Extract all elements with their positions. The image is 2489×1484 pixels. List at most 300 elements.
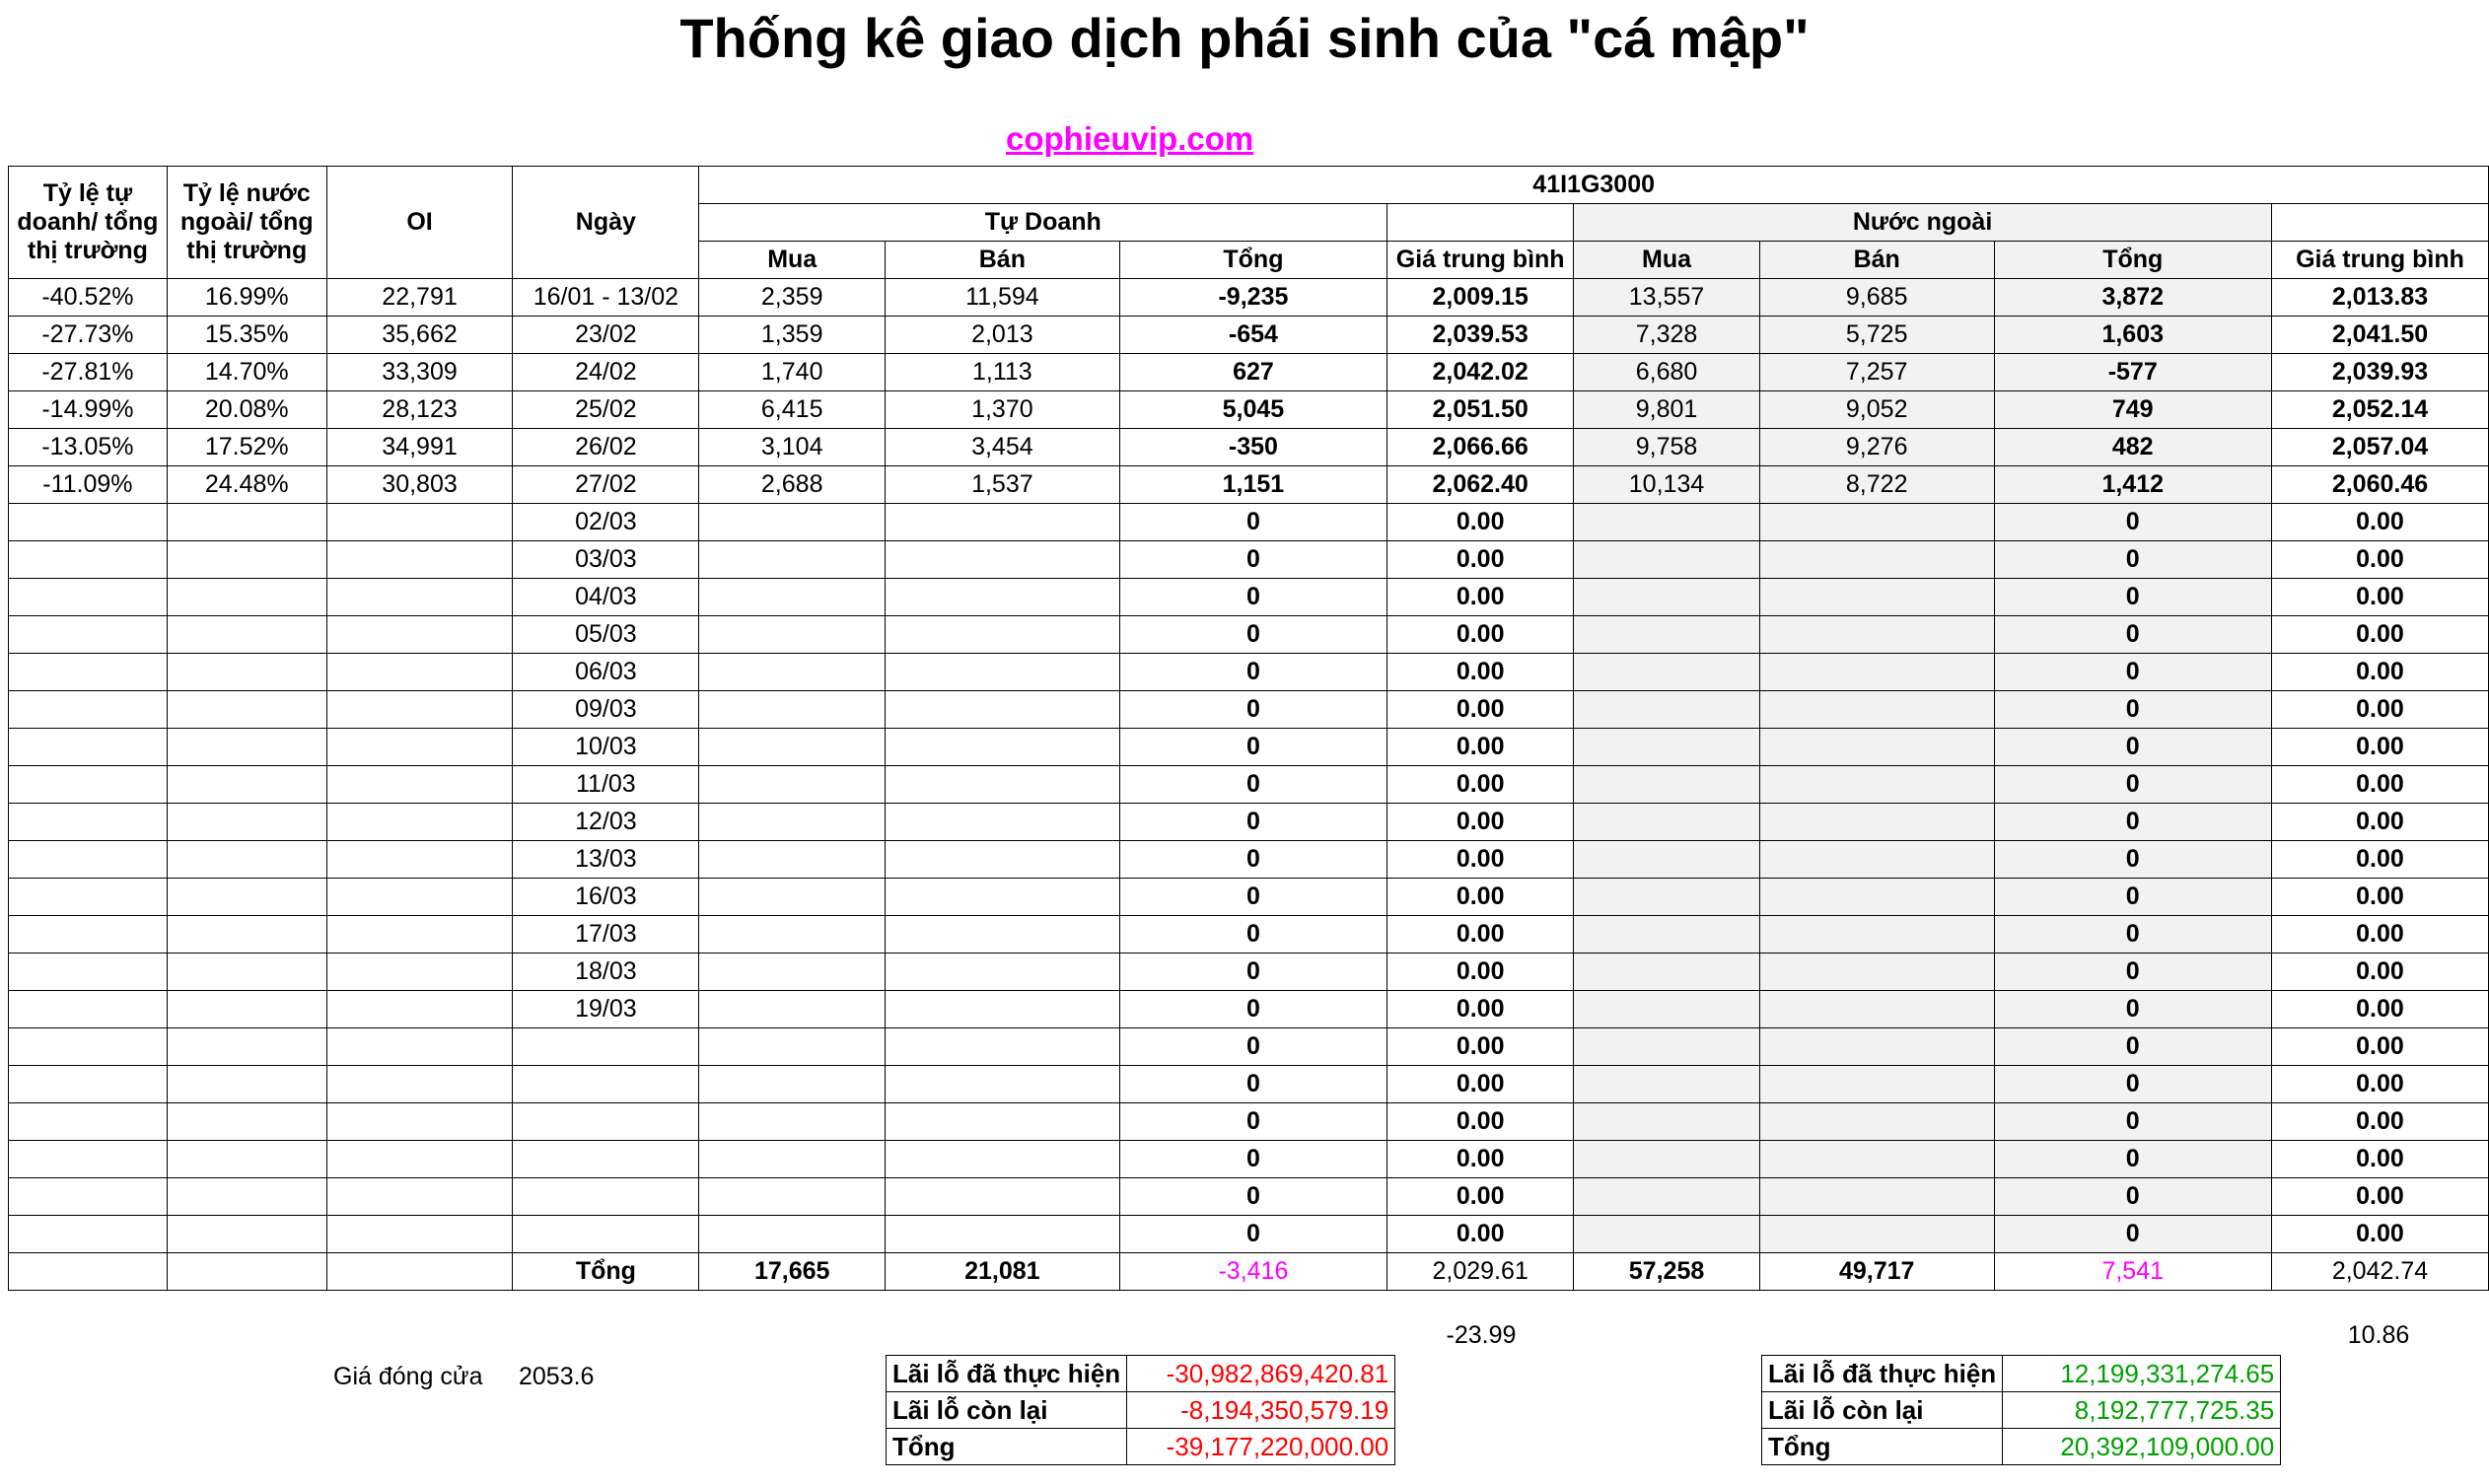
total-row	[9, 1253, 2489, 1291]
prop-total-cell: 0	[1119, 1178, 1387, 1216]
foreign-avg-price-cell: 0.00	[2271, 616, 2488, 654]
pl-value: -39,177,220,000.00	[1127, 1429, 1395, 1465]
header-total: Tổng	[1119, 242, 1387, 279]
closing-price-value: 2053.6	[519, 1363, 595, 1390]
pl-row	[1762, 1392, 2281, 1429]
foreign-sell-cell	[1759, 841, 1994, 879]
foreign-avg-price-cell: 0.00	[2271, 841, 2488, 879]
header-oi: OI	[326, 167, 513, 279]
prop-avg-price-cell: 2,039.53	[1387, 317, 1574, 354]
ratio-foreign-cell	[167, 1141, 326, 1178]
foreign-sell-cell	[1759, 1066, 1994, 1103]
ratio-foreign-cell: 15.35%	[167, 317, 326, 354]
prop-avg-price-cell: 2,062.40	[1387, 466, 1574, 504]
prop-sell-cell: 1,370	[886, 391, 1120, 429]
foreign-buy-cell: 7,328	[1574, 317, 1760, 354]
pl-row	[1762, 1429, 2281, 1465]
foreign-sell-cell	[1759, 1178, 1994, 1216]
foreign-sell-cell	[1759, 954, 1994, 991]
prop-sell-cell	[886, 804, 1120, 841]
prop-avg-price-cell: 0.00	[1387, 1028, 1574, 1066]
prop-sell-cell: 11,594	[886, 279, 1120, 317]
foreign-total-cell: 0	[1994, 654, 2271, 691]
ratio-proprietary-cell: -14.99%	[9, 391, 168, 429]
ratio-proprietary-cell	[9, 1028, 168, 1066]
prop-avg-price-cell: 2,009.15	[1387, 279, 1574, 317]
derivatives-table	[8, 166, 2489, 1291]
foreign-buy-cell: 9,801	[1574, 391, 1760, 429]
date-cell	[513, 1066, 699, 1103]
prop-sell-cell	[886, 916, 1120, 954]
ratio-foreign-cell: 14.70%	[167, 354, 326, 391]
date-cell: 23/02	[513, 317, 699, 354]
prop-buy-cell	[699, 579, 886, 616]
foreign-buy-cell	[1574, 766, 1760, 804]
prop-total-cell: 0	[1119, 654, 1387, 691]
pl-label: Lãi lỗ đã thực hiện	[887, 1356, 1127, 1392]
foreign-avg-price-cell: 0.00	[2271, 804, 2488, 841]
foreign-total-cell: 0	[1994, 804, 2271, 841]
total-blank	[9, 1253, 168, 1291]
foreign-avg-price-cell: 0.00	[2271, 729, 2488, 766]
pl-label: Lãi lỗ đã thực hiện	[1762, 1356, 2003, 1392]
foreign-avg-price-cell: 0.00	[2271, 1028, 2488, 1066]
foreign-total-cell: 0	[1994, 841, 2271, 879]
total-foreign-buy: 57,258	[1574, 1253, 1760, 1291]
ratio-foreign-cell	[167, 879, 326, 916]
foreign-total-cell: 0	[1994, 1141, 2271, 1178]
ratio-foreign-cell	[167, 654, 326, 691]
oi-cell	[326, 841, 513, 879]
foreign-total-cell: -577	[1994, 354, 2271, 391]
prop-avg-price-cell: 0.00	[1387, 954, 1574, 991]
prop-buy-cell: 2,688	[699, 466, 886, 504]
oi-cell	[326, 1066, 513, 1103]
pl-label: Tổng	[887, 1429, 1127, 1465]
foreign-total-cell: 0	[1994, 729, 2271, 766]
prop-total-cell: 0	[1119, 1141, 1387, 1178]
foreign-sell-cell	[1759, 1216, 1994, 1253]
date-cell: 17/03	[513, 916, 699, 954]
ratio-proprietary-cell	[9, 541, 168, 579]
prop-avg-price-cell: 0.00	[1387, 841, 1574, 879]
ratio-foreign-cell	[167, 691, 326, 729]
oi-cell: 35,662	[326, 317, 513, 354]
foreign-avg-price-cell: 0.00	[2271, 691, 2488, 729]
date-cell: 12/03	[513, 804, 699, 841]
ratio-proprietary-cell	[9, 691, 168, 729]
prop-avg-price-cell: 0.00	[1387, 541, 1574, 579]
prop-avg-price-cell: 0.00	[1387, 1103, 1574, 1141]
date-cell: 24/02	[513, 354, 699, 391]
total-blank	[167, 1253, 326, 1291]
prop-sell-cell	[886, 879, 1120, 916]
prop-buy-cell	[699, 1216, 886, 1253]
ratio-proprietary-cell: -13.05%	[9, 429, 168, 466]
prop-total-cell: 0	[1119, 1216, 1387, 1253]
prop-buy-cell	[699, 916, 886, 954]
ratio-proprietary-cell	[9, 804, 168, 841]
table-row	[9, 504, 2489, 541]
ratio-foreign-cell: 20.08%	[167, 391, 326, 429]
prop-sell-cell	[886, 1178, 1120, 1216]
prop-total-cell: 0	[1119, 541, 1387, 579]
prop-buy-cell: 3,104	[699, 429, 886, 466]
header-contract: 41I1G3000	[699, 167, 2489, 204]
foreign-avg-price-cell: 2,060.46	[2271, 466, 2488, 504]
date-cell: 19/03	[513, 991, 699, 1028]
prop-total-cell: -350	[1119, 429, 1387, 466]
foreign-avg-price-cell: 0.00	[2271, 991, 2488, 1028]
prop-sell-cell	[886, 766, 1120, 804]
ratio-foreign-cell: 17.52%	[167, 429, 326, 466]
prop-total-cell: 0	[1119, 991, 1387, 1028]
foreign-sell-cell	[1759, 654, 1994, 691]
pl-proprietary-table	[886, 1355, 1395, 1465]
header-date: Ngày	[513, 167, 699, 279]
prop-total-cell: 0	[1119, 841, 1387, 879]
header-ratio-foreign: Tỷ lệ nước ngoài/ tổng thị trường	[167, 167, 326, 279]
oi-cell	[326, 916, 513, 954]
prop-avg-price-cell: 0.00	[1387, 729, 1574, 766]
table-row	[9, 691, 2489, 729]
foreign-avg-price-cell: 0.00	[2271, 504, 2488, 541]
foreign-sell-cell	[1759, 541, 1994, 579]
date-cell: 03/03	[513, 541, 699, 579]
oi-cell: 34,991	[326, 429, 513, 466]
date-cell: 26/02	[513, 429, 699, 466]
prop-total-cell: 0	[1119, 691, 1387, 729]
table-row	[9, 954, 2489, 991]
prop-buy-cell	[699, 1178, 886, 1216]
prop-sell-cell	[886, 729, 1120, 766]
oi-cell	[326, 1028, 513, 1066]
oi-cell	[326, 804, 513, 841]
ratio-foreign-cell	[167, 841, 326, 879]
closing-price-label: Giá đóng cửa	[333, 1363, 483, 1390]
table-row	[9, 766, 2489, 804]
oi-cell	[326, 991, 513, 1028]
date-cell	[513, 1178, 699, 1216]
foreign-avg-price-cell: 0.00	[2271, 541, 2488, 579]
date-cell: 16/03	[513, 879, 699, 916]
prop-buy-cell: 1,359	[699, 317, 886, 354]
foreign-sell-cell	[1759, 729, 1994, 766]
date-cell: 10/03	[513, 729, 699, 766]
foreign-total-cell: 0	[1994, 1103, 2271, 1141]
foreign-avg-price-cell: 0.00	[2271, 954, 2488, 991]
prop-total-cell: 627	[1119, 354, 1387, 391]
total-prop-total: -3,416	[1119, 1253, 1387, 1291]
ratio-proprietary-cell	[9, 991, 168, 1028]
prop-buy-cell	[699, 616, 886, 654]
ratio-foreign-cell	[167, 1028, 326, 1066]
foreign-sell-cell	[1759, 504, 1994, 541]
prop-total-cell: 0	[1119, 804, 1387, 841]
foreign-sell-cell: 9,685	[1759, 279, 1994, 317]
foreign-total-cell: 0	[1994, 991, 2271, 1028]
ratio-proprietary-cell	[9, 654, 168, 691]
foreign-total-cell: 0	[1994, 1028, 2271, 1066]
foreign-total-cell: 1,603	[1994, 317, 2271, 354]
foreign-total-cell: 0	[1994, 541, 2271, 579]
ratio-proprietary-cell	[9, 954, 168, 991]
foreign-buy-cell	[1574, 654, 1760, 691]
pl-value: -30,982,869,420.81	[1127, 1356, 1395, 1392]
oi-cell	[326, 616, 513, 654]
ratio-foreign-cell: 16.99%	[167, 279, 326, 317]
prop-avg-price-cell: 0.00	[1387, 579, 1574, 616]
foreign-sell-cell	[1759, 579, 1994, 616]
ratio-foreign-cell	[167, 991, 326, 1028]
prop-buy-cell	[699, 541, 886, 579]
prop-buy-cell	[699, 879, 886, 916]
oi-cell	[326, 1103, 513, 1141]
date-cell: 11/03	[513, 766, 699, 804]
header-blank	[1387, 204, 1574, 242]
prop-total-cell: 0	[1119, 879, 1387, 916]
table-row	[9, 1178, 2489, 1216]
table-row	[9, 541, 2489, 579]
table-row	[9, 804, 2489, 841]
ratio-proprietary-cell	[9, 841, 168, 879]
prop-total-cell: 0	[1119, 766, 1387, 804]
header-buy: Mua	[1574, 242, 1760, 279]
header-total: Tổng	[1994, 242, 2271, 279]
foreign-avg-price-cell: 2,052.14	[2271, 391, 2488, 429]
ratio-foreign-cell	[167, 579, 326, 616]
prop-sell-cell	[886, 1216, 1120, 1253]
foreign-total-cell: 0	[1994, 916, 2271, 954]
pl-row	[887, 1392, 1395, 1429]
prop-total-cell: 5,045	[1119, 391, 1387, 429]
avg-diff-proprietary: -23.99	[1446, 1321, 1517, 1349]
foreign-buy-cell	[1574, 1066, 1760, 1103]
foreign-buy-cell	[1574, 1028, 1760, 1066]
foreign-avg-price-cell: 0.00	[2271, 766, 2488, 804]
prop-total-cell: 0	[1119, 616, 1387, 654]
header-ratio-proprietary: Tỷ lệ tự doanh/ tổng thị trường	[9, 167, 168, 279]
prop-sell-cell: 1,537	[886, 466, 1120, 504]
table-row	[9, 391, 2489, 429]
foreign-total-cell: 0	[1994, 691, 2271, 729]
foreign-buy-cell: 9,758	[1574, 429, 1760, 466]
foreign-buy-cell	[1574, 541, 1760, 579]
prop-avg-price-cell: 0.00	[1387, 766, 1574, 804]
date-cell	[513, 1103, 699, 1141]
prop-avg-price-cell: 0.00	[1387, 991, 1574, 1028]
table-row	[9, 317, 2489, 354]
oi-cell	[326, 1141, 513, 1178]
prop-buy-cell	[699, 954, 886, 991]
ratio-foreign-cell	[167, 1216, 326, 1253]
ratio-proprietary-cell	[9, 1103, 168, 1141]
prop-sell-cell	[886, 1028, 1120, 1066]
prop-buy-cell	[699, 729, 886, 766]
foreign-buy-cell: 13,557	[1574, 279, 1760, 317]
ratio-foreign-cell	[167, 729, 326, 766]
pl-value: 20,392,109,000.00	[2003, 1429, 2281, 1465]
foreign-sell-cell	[1759, 1103, 1994, 1141]
foreign-avg-price-cell: 0.00	[2271, 1216, 2488, 1253]
date-cell	[513, 1028, 699, 1066]
oi-cell	[326, 541, 513, 579]
prop-buy-cell	[699, 1141, 886, 1178]
pl-row	[1762, 1356, 2281, 1392]
date-cell: 09/03	[513, 691, 699, 729]
prop-avg-price-cell: 0.00	[1387, 616, 1574, 654]
prop-buy-cell	[699, 1066, 886, 1103]
foreign-total-cell: 0	[1994, 1178, 2271, 1216]
table-row	[9, 1028, 2489, 1066]
oi-cell	[326, 729, 513, 766]
foreign-sell-cell	[1759, 766, 1994, 804]
header-sell: Bán	[886, 242, 1120, 279]
prop-buy-cell	[699, 1028, 886, 1066]
foreign-total-cell: 0	[1994, 579, 2271, 616]
foreign-avg-price-cell: 0.00	[2271, 916, 2488, 954]
total-label: Tổng	[513, 1253, 699, 1291]
foreign-buy-cell	[1574, 691, 1760, 729]
prop-sell-cell: 3,454	[886, 429, 1120, 466]
pl-label: Lãi lỗ còn lại	[887, 1392, 1127, 1429]
prop-total-cell: -654	[1119, 317, 1387, 354]
oi-cell	[326, 954, 513, 991]
prop-sell-cell	[886, 654, 1120, 691]
prop-buy-cell	[699, 504, 886, 541]
foreign-buy-cell	[1574, 991, 1760, 1028]
oi-cell	[326, 879, 513, 916]
total-prop-buy: 17,665	[699, 1253, 886, 1291]
pl-row	[887, 1429, 1395, 1465]
foreign-total-cell: 0	[1994, 1216, 2271, 1253]
prop-buy-cell	[699, 766, 886, 804]
foreign-buy-cell	[1574, 1216, 1760, 1253]
foreign-buy-cell	[1574, 841, 1760, 879]
date-cell: 16/01 - 13/02	[513, 279, 699, 317]
date-cell	[513, 1216, 699, 1253]
foreign-total-cell: 3,872	[1994, 279, 2271, 317]
foreign-avg-price-cell: 0.00	[2271, 1178, 2488, 1216]
ratio-foreign-cell	[167, 804, 326, 841]
table-row	[9, 654, 2489, 691]
prop-total-cell: 0	[1119, 954, 1387, 991]
date-cell: 04/03	[513, 579, 699, 616]
prop-avg-price-cell: 0.00	[1387, 804, 1574, 841]
foreign-sell-cell	[1759, 616, 1994, 654]
prop-avg-price-cell: 0.00	[1387, 654, 1574, 691]
foreign-buy-cell	[1574, 1178, 1760, 1216]
prop-buy-cell	[699, 654, 886, 691]
total-foreign-avg-price: 2,042.74	[2271, 1253, 2488, 1291]
prop-sell-cell	[886, 691, 1120, 729]
prop-sell-cell	[886, 1141, 1120, 1178]
prop-sell-cell	[886, 504, 1120, 541]
foreign-avg-price-cell: 2,041.50	[2271, 317, 2488, 354]
foreign-sell-cell: 8,722	[1759, 466, 1994, 504]
pl-value: 8,192,777,725.35	[2003, 1392, 2281, 1429]
pl-value: 12,199,331,274.65	[2003, 1356, 2281, 1392]
prop-total-cell: -9,235	[1119, 279, 1387, 317]
table-row	[9, 1141, 2489, 1178]
foreign-total-cell: 482	[1994, 429, 2271, 466]
foreign-avg-price-cell: 0.00	[2271, 579, 2488, 616]
oi-cell: 22,791	[326, 279, 513, 317]
prop-total-cell: 0	[1119, 579, 1387, 616]
ratio-proprietary-cell	[9, 879, 168, 916]
table-row	[9, 1216, 2489, 1253]
prop-sell-cell	[886, 1066, 1120, 1103]
prop-buy-cell: 6,415	[699, 391, 886, 429]
table-row	[9, 841, 2489, 879]
foreign-buy-cell	[1574, 804, 1760, 841]
table-row	[9, 579, 2489, 616]
prop-avg-price-cell: 2,051.50	[1387, 391, 1574, 429]
prop-sell-cell	[886, 841, 1120, 879]
prop-avg-price-cell: 0.00	[1387, 879, 1574, 916]
foreign-buy-cell: 6,680	[1574, 354, 1760, 391]
prop-buy-cell	[699, 841, 886, 879]
date-cell: 13/03	[513, 841, 699, 879]
prop-avg-price-cell: 0.00	[1387, 1141, 1574, 1178]
foreign-total-cell: 0	[1994, 504, 2271, 541]
foreign-total-cell: 1,412	[1994, 466, 2271, 504]
total-prop-sell: 21,081	[886, 1253, 1120, 1291]
ratio-foreign-cell	[167, 916, 326, 954]
foreign-avg-price-cell: 2,039.93	[2271, 354, 2488, 391]
foreign-buy-cell	[1574, 916, 1760, 954]
foreign-total-cell: 0	[1994, 879, 2271, 916]
total-blank	[326, 1253, 513, 1291]
foreign-avg-price-cell: 0.00	[2271, 654, 2488, 691]
foreign-buy-cell	[1574, 504, 1760, 541]
prop-avg-price-cell: 0.00	[1387, 1066, 1574, 1103]
table-row	[9, 729, 2489, 766]
prop-avg-price-cell: 0.00	[1387, 1216, 1574, 1253]
foreign-buy-cell	[1574, 879, 1760, 916]
foreign-sell-cell	[1759, 1141, 1994, 1178]
table-row	[9, 1103, 2489, 1141]
prop-total-cell: 0	[1119, 729, 1387, 766]
prop-total-cell: 0	[1119, 1028, 1387, 1066]
ratio-foreign-cell	[167, 616, 326, 654]
table-row	[9, 429, 2489, 466]
ratio-proprietary-cell	[9, 504, 168, 541]
date-cell: 27/02	[513, 466, 699, 504]
table-row	[9, 1066, 2489, 1103]
ratio-proprietary-cell	[9, 916, 168, 954]
prop-sell-cell	[886, 1103, 1120, 1141]
site-link[interactable]: cophieuvip.com	[1006, 120, 1254, 157]
pl-foreign-table	[1761, 1355, 2281, 1465]
total-foreign-total: 7,541	[1994, 1253, 2271, 1291]
pl-label: Tổng	[1762, 1429, 2003, 1465]
foreign-total-cell: 749	[1994, 391, 2271, 429]
total-prop-avg-price: 2,029.61	[1387, 1253, 1574, 1291]
header-proprietary: Tự Doanh	[699, 204, 1387, 242]
prop-avg-price-cell: 0.00	[1387, 504, 1574, 541]
foreign-total-cell: 0	[1994, 766, 2271, 804]
ratio-foreign-cell	[167, 766, 326, 804]
pl-row	[887, 1356, 1395, 1392]
prop-buy-cell	[699, 804, 886, 841]
date-cell: 06/03	[513, 654, 699, 691]
oi-cell: 28,123	[326, 391, 513, 429]
date-cell: 18/03	[513, 954, 699, 991]
oi-cell	[326, 1216, 513, 1253]
prop-sell-cell	[886, 541, 1120, 579]
prop-buy-cell: 2,359	[699, 279, 886, 317]
